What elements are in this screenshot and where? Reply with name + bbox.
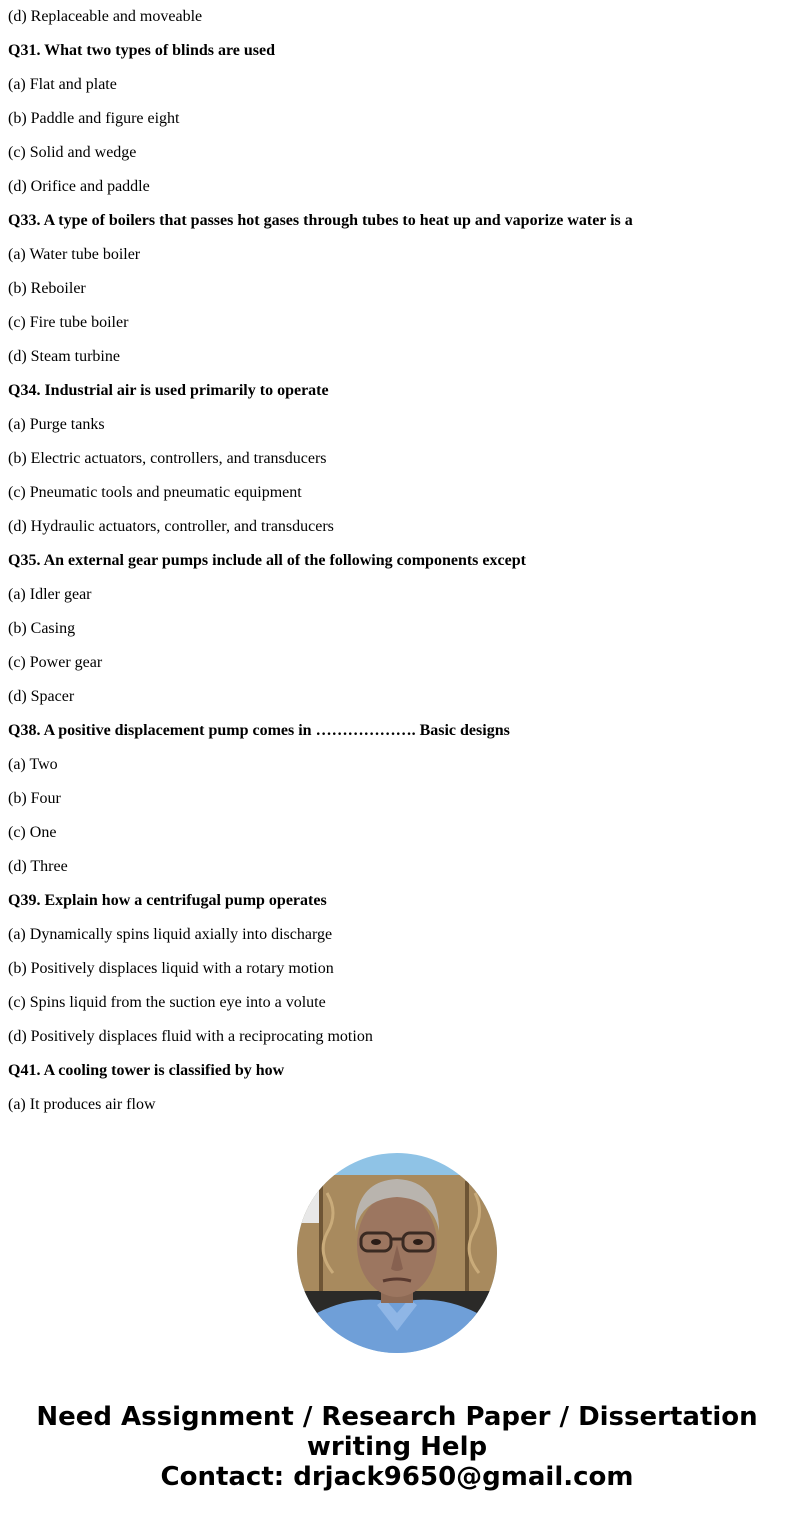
question-heading: Q34. Industrial air is used primarily to operate — [8, 382, 329, 399]
avatar-portrait-icon — [297, 1153, 497, 1353]
option-line: (d) Three — [8, 858, 68, 875]
avatar — [297, 1153, 497, 1353]
promo-subheadline: writing Help — [306, 1432, 488, 1462]
question-heading: Q41. A cooling tower is classified by how — [8, 1062, 285, 1079]
option-line: (a) Idler gear — [8, 586, 92, 603]
option-line: (c) Pneumatic tools and pneumatic equipment — [8, 484, 302, 501]
option-line: (b) Reboiler — [8, 280, 86, 297]
promo-banner — [0, 1402, 794, 1492]
option-line: (a) Flat and plate — [8, 76, 117, 93]
option-line: (c) Spins liquid from the suction eye into a volute — [8, 994, 326, 1011]
option-line: (a) Dynamically spins liquid axially into discharge — [8, 926, 333, 943]
question-heading: Q35. An external gear pumps include all of the following components except — [8, 552, 526, 569]
option-line: (a) Purge tanks — [8, 416, 105, 433]
option-line: (c) Fire tube boiler — [8, 314, 129, 331]
option-line: (d) Spacer — [8, 688, 75, 705]
option-line: (b) Casing — [8, 620, 76, 637]
option-line: (c) Solid and wedge — [8, 144, 137, 161]
option-line: (b) Electric actuators, controllers, and transducers — [8, 450, 327, 467]
option-line: (d) Orifice and paddle — [8, 178, 150, 195]
option-line: (d) Steam turbine — [8, 348, 120, 365]
question-heading: Q38. A positive displacement pump comes in ………………. Basic designs — [8, 722, 510, 739]
option-line: (a) It produces air flow — [8, 1096, 156, 1113]
option-line: (c) One — [8, 824, 57, 841]
question-heading: Q31. What two types of blinds are used — [8, 42, 275, 59]
option-line: (d) Replaceable and moveable — [8, 8, 203, 25]
question-heading: Q39. Explain how a centrifugal pump operates — [8, 892, 327, 909]
question-heading: Q33. A type of boilers that passes hot gases through tubes to heat up and vaporize water is a — [8, 212, 633, 229]
option-line: (c) Power gear — [8, 654, 103, 671]
quiz-document — [8, 0, 788, 1122]
option-line: (b) Four — [8, 790, 61, 807]
option-line: (d) Positively displaces fluid with a reciprocating motion — [8, 1028, 373, 1045]
option-line: (b) Positively displaces liquid with a rotary motion — [8, 960, 334, 977]
option-line: (a) Water tube boiler — [8, 246, 141, 263]
option-line: (d) Hydraulic actuators, controller, and transducers — [8, 518, 334, 535]
option-line: (b) Paddle and figure eight — [8, 110, 180, 127]
promo-headline: Need Assignment / Research Paper / Dissertation — [36, 1402, 758, 1432]
option-line: (a) Two — [8, 756, 58, 773]
promo-contact: Contact: drjack9650@gmail.com — [160, 1462, 634, 1492]
